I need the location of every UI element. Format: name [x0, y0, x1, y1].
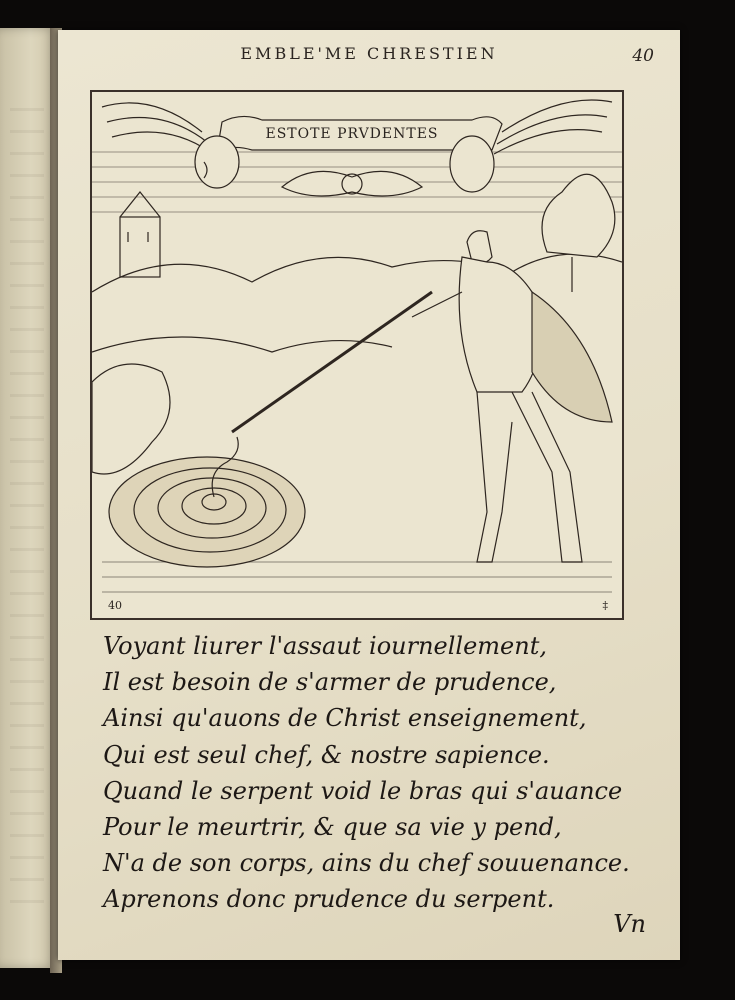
staff [232, 292, 432, 432]
verse-line: Quand le serpent void le bras qui s'auance [103, 776, 623, 805]
plate-mark: ‡ [602, 599, 608, 612]
verse-block [103, 628, 663, 918]
verse-line: Voyant liurer l'assaut iournellement, [103, 632, 547, 660]
catchword: Vn [613, 910, 646, 938]
left-wind-head [102, 103, 239, 188]
facing-page-show-through [10, 108, 44, 908]
verse-line: Pour le meurtrir, & que sa vie y pend, [103, 813, 562, 842]
tower [120, 192, 160, 277]
verse-line: Il est besoin de s'armer de prudence, [103, 668, 557, 697]
book-page [58, 30, 680, 960]
bush-left [92, 364, 170, 474]
banner-ornament [282, 171, 422, 196]
verse-line: Aprenons donc prudence du serpent. [103, 885, 555, 914]
running-head: EMBLE'ME CHRESTIEN [240, 44, 498, 63]
standing-figure [412, 231, 612, 562]
facing-page-edge [0, 28, 56, 968]
distant-hills [92, 254, 622, 292]
verse-line: Qui est seul chef, & nostre sapience. [103, 740, 550, 769]
emblem-motto: ESTOTE PRVDENTES [265, 126, 439, 142]
plate-number: 40 [108, 599, 122, 612]
emblem-engraving [90, 90, 624, 620]
verse-line: Ainsi qu'auons de Christ enseignement, [103, 704, 587, 733]
page-number: 40 [632, 46, 654, 66]
ground-hatching [102, 562, 612, 592]
engraving-illustration [92, 92, 622, 618]
tree-right [542, 174, 615, 292]
verse-line: N'a de son corps, ains du chef souuenance. [103, 849, 630, 878]
